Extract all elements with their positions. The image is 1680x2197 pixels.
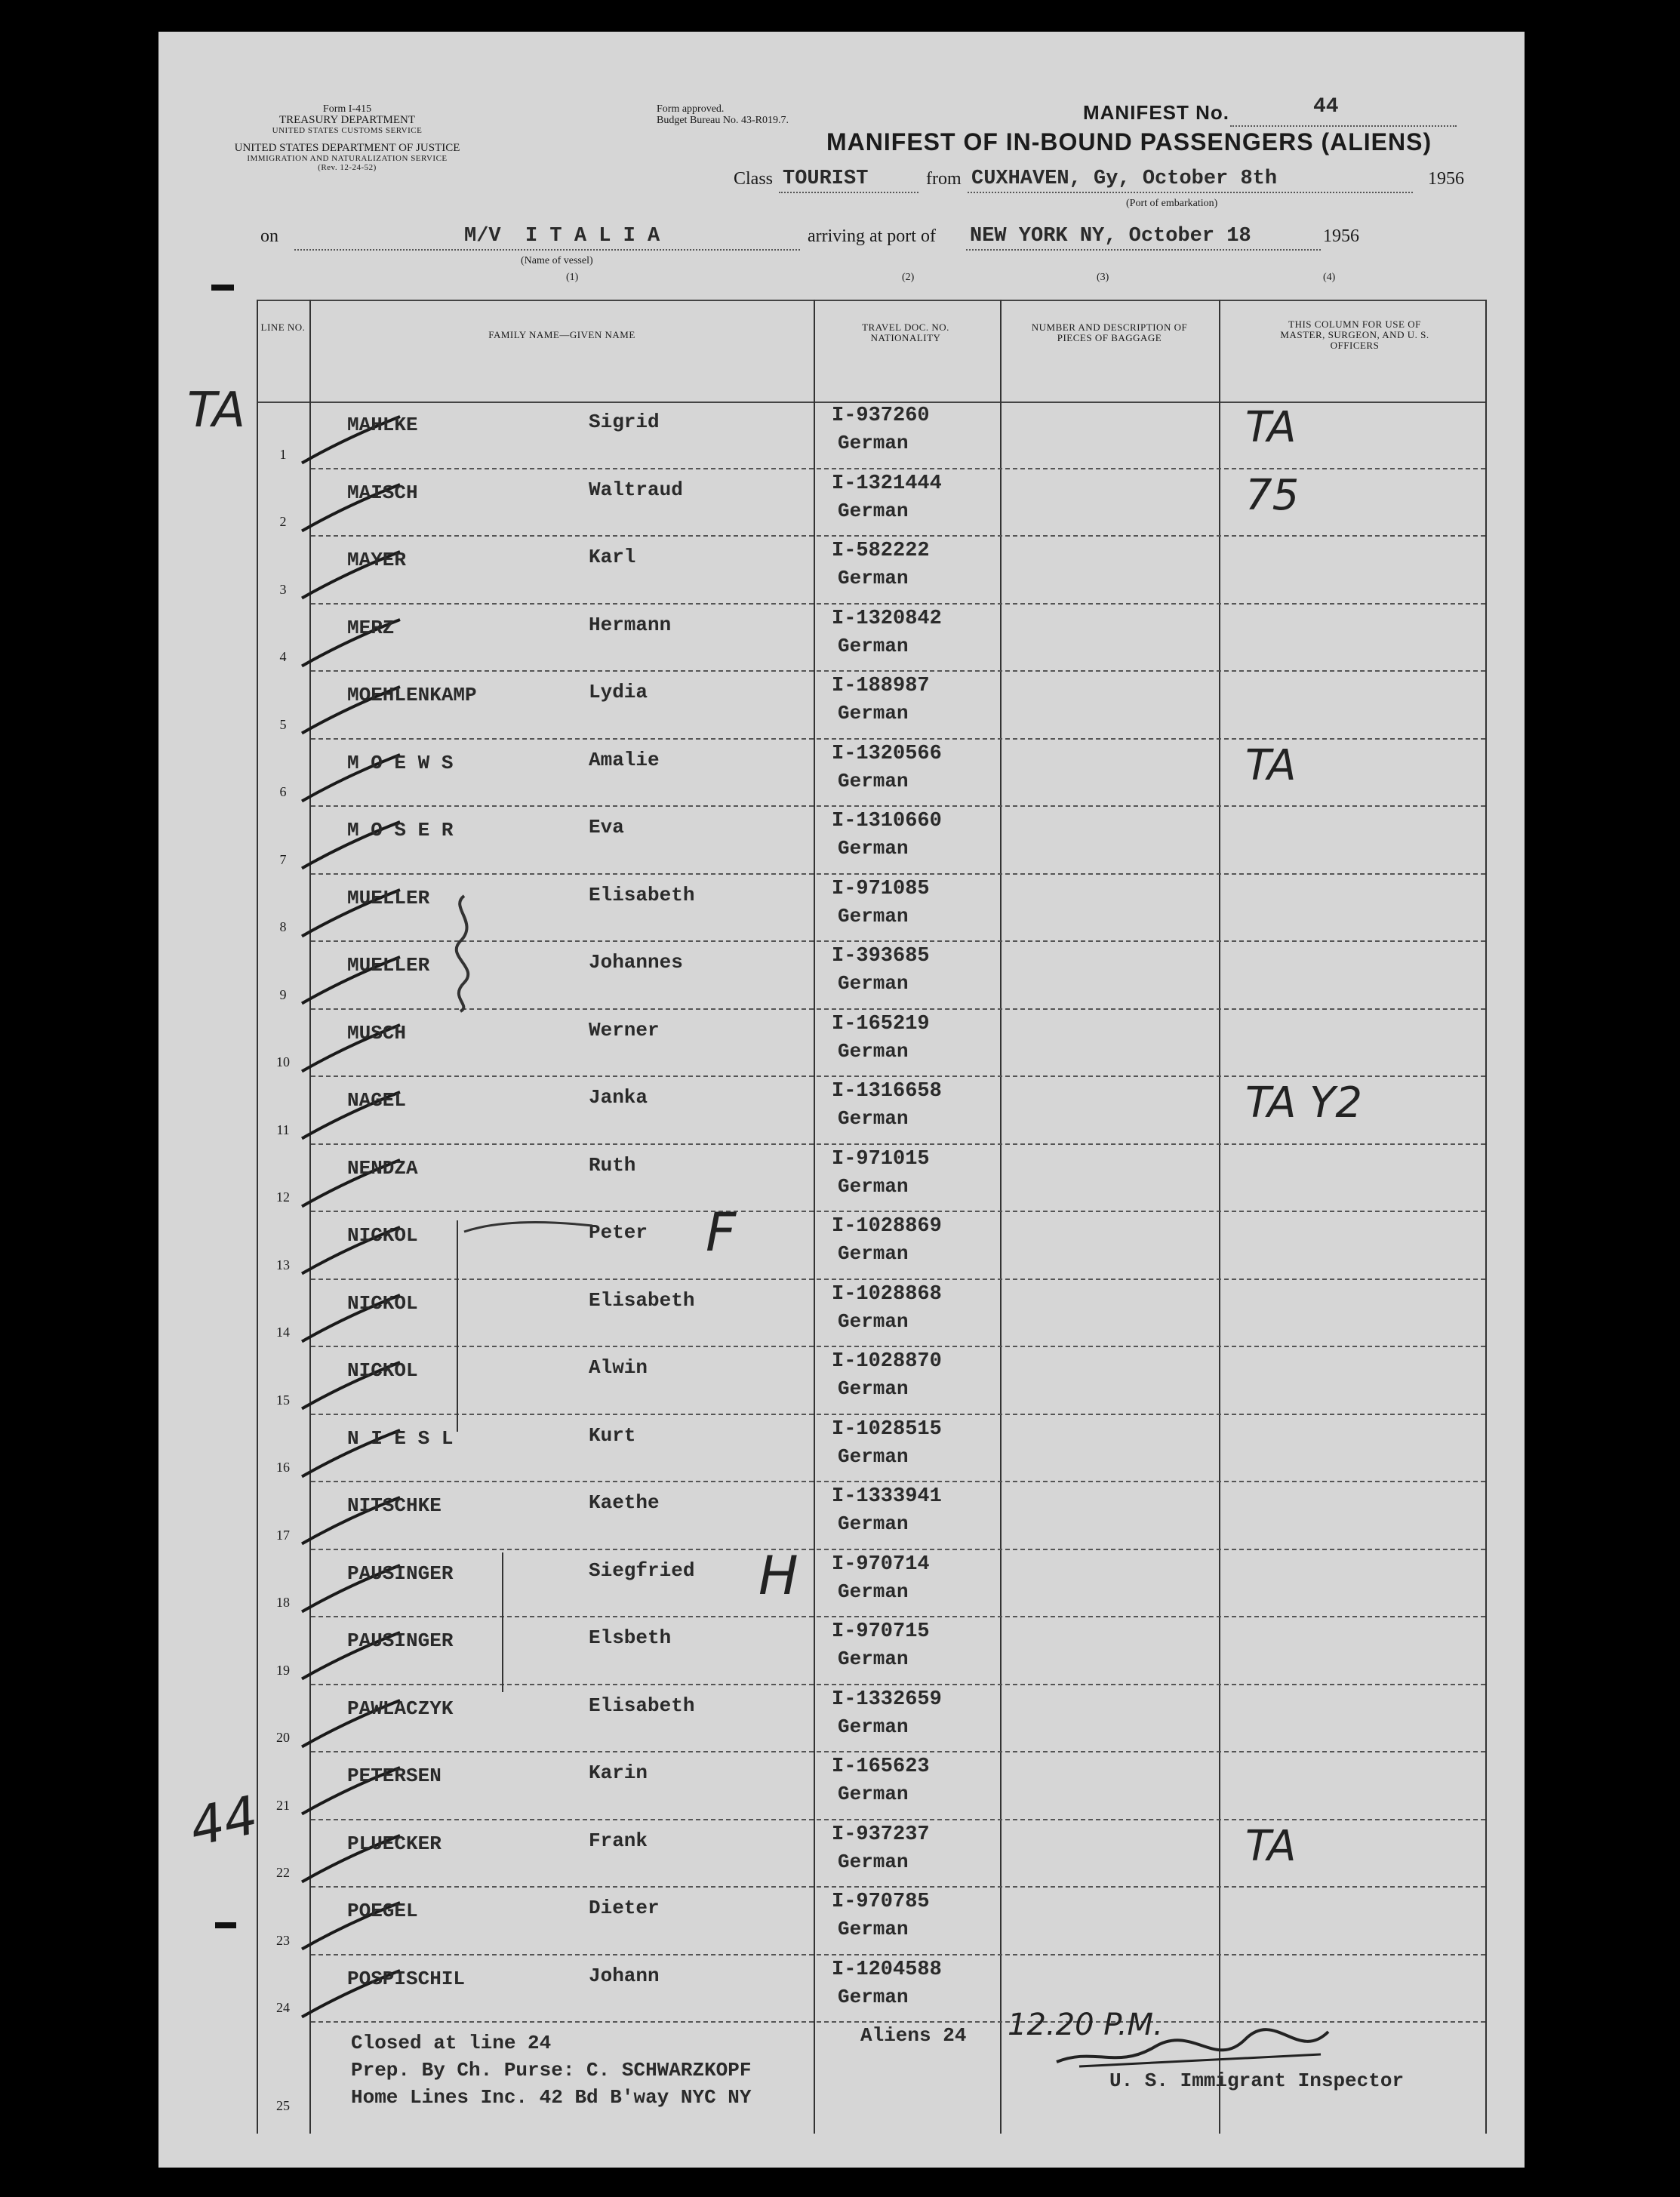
line-number: 23 bbox=[276, 1932, 290, 1948]
given-name: Janka bbox=[589, 1086, 648, 1109]
nationality: German bbox=[838, 904, 909, 928]
given-name: Alwin bbox=[589, 1356, 648, 1379]
table-row bbox=[257, 1347, 1487, 1415]
given-name: Johannes bbox=[589, 951, 683, 974]
prepared-by: Prep. By Ch. Purse: C. SCHWARZKOPF bbox=[351, 2059, 752, 2082]
class-value: TOURIST bbox=[783, 168, 869, 190]
travel-doc-number: I-971085 bbox=[832, 877, 930, 900]
manifest-number: 44 bbox=[1313, 95, 1339, 118]
line-number: 18 bbox=[276, 1595, 290, 1610]
table-row bbox=[257, 1482, 1487, 1550]
line-number: 12 bbox=[276, 1189, 290, 1205]
given-name: Karin bbox=[589, 1762, 648, 1784]
given-name: Kaethe bbox=[589, 1491, 660, 1514]
travel-doc-number: I-1028515 bbox=[832, 1417, 942, 1441]
table-row bbox=[257, 1077, 1487, 1145]
ins-service: IMMIGRATION AND NATURALIZATION SERVICE bbox=[247, 154, 448, 163]
table-row bbox=[257, 469, 1487, 537]
from-year: 1956 bbox=[1428, 169, 1464, 189]
nationality: German bbox=[838, 1107, 909, 1130]
arriving-label: arriving at port of bbox=[808, 226, 936, 246]
nationality: German bbox=[838, 702, 909, 725]
nationality: German bbox=[838, 1242, 909, 1265]
family-name: N I E S L bbox=[347, 1426, 454, 1450]
table-row bbox=[257, 1280, 1487, 1348]
on-label: on bbox=[260, 226, 278, 246]
line-number: 22 bbox=[276, 1865, 290, 1880]
travel-doc-number: I-1333941 bbox=[832, 1485, 942, 1508]
table-row bbox=[257, 672, 1487, 740]
nationality: German bbox=[838, 567, 909, 589]
line-number: 14 bbox=[276, 1325, 290, 1340]
closed-at-line: Closed at line 24 bbox=[351, 2032, 552, 2054]
officer-note: TA Y2 bbox=[1245, 1078, 1363, 1128]
given-name: Sigrid bbox=[589, 411, 660, 433]
table-row bbox=[257, 740, 1487, 808]
nationality: German bbox=[838, 972, 909, 995]
vessel-arrival-line bbox=[260, 225, 1506, 270]
family-name: MUELLER bbox=[347, 954, 430, 977]
nationality: German bbox=[838, 1512, 909, 1535]
family-name: POEGEL bbox=[347, 1900, 418, 1922]
col-header-travel-doc: TRAVEL DOC. NO. NATIONALITY bbox=[862, 322, 949, 343]
line-number: 3 bbox=[279, 581, 287, 597]
officer-note: TA bbox=[1245, 1821, 1297, 1871]
table-row bbox=[257, 1685, 1487, 1753]
travel-doc-number: I-971015 bbox=[832, 1147, 930, 1171]
family-name: NICKOL bbox=[347, 1291, 418, 1315]
nationality: German bbox=[838, 1174, 909, 1198]
travel-doc-number: I-970715 bbox=[832, 1620, 930, 1643]
travel-doc-number: I-970785 bbox=[832, 1891, 930, 1913]
nationality: German bbox=[838, 1918, 909, 1940]
line-number: 24 bbox=[276, 2000, 290, 2015]
line-number: 6 bbox=[279, 784, 287, 799]
nationality: German bbox=[838, 769, 909, 792]
given-name: Elsbeth bbox=[589, 1626, 672, 1649]
col-num-3: (3) bbox=[1097, 272, 1109, 283]
col-num-2: (2) bbox=[902, 272, 915, 283]
justice-dept: UNITED STATES DEPARTMENT OF JUSTICE bbox=[234, 142, 460, 154]
nationality: German bbox=[838, 634, 909, 657]
family-name: PLUECKER bbox=[347, 1832, 442, 1855]
travel-doc-number: I-1320842 bbox=[832, 607, 942, 630]
line-number: 10 bbox=[276, 1054, 290, 1069]
table-row bbox=[257, 605, 1487, 672]
margin-dash-bottom bbox=[215, 1922, 236, 1928]
family-name: PAUSINGER bbox=[347, 1629, 454, 1652]
nationality: German bbox=[838, 1445, 909, 1468]
given-name: Elisabeth bbox=[589, 883, 695, 906]
family-name: MUELLER bbox=[347, 886, 430, 909]
nationality: German bbox=[838, 1377, 909, 1400]
shipping-line: Home Lines Inc. 42 Bd B'way NYC NY bbox=[351, 2086, 752, 2109]
revision-date: (Rev. 12-24-52) bbox=[318, 163, 377, 172]
travel-doc-number: I-1028868 bbox=[832, 1282, 942, 1306]
line-number: 9 bbox=[279, 986, 287, 1002]
family-name: M O E W S bbox=[347, 751, 454, 774]
travel-doc-number: I-582222 bbox=[832, 540, 930, 562]
travel-doc-number: I-1310660 bbox=[832, 810, 942, 832]
given-name: Johann bbox=[589, 1964, 660, 1987]
given-name: Lydia bbox=[589, 681, 648, 703]
col-num-1: (1) bbox=[566, 272, 579, 283]
col-header-officers: THIS COLUMN FOR USE OF MASTER, SURGEON, AND U. S. OFFICERS bbox=[1280, 318, 1429, 351]
travel-doc-number: I-970714 bbox=[832, 1552, 930, 1576]
travel-doc-number: I-1321444 bbox=[832, 472, 942, 495]
nickol-connector-icon bbox=[460, 1217, 596, 1239]
manifest-page bbox=[158, 32, 1525, 2168]
table-row bbox=[257, 1550, 1487, 1618]
aliens-count: Aliens 24 bbox=[860, 2024, 967, 2047]
vessel-note: (Name of vessel) bbox=[521, 255, 593, 266]
officer-note: TA bbox=[1245, 740, 1297, 790]
officer-note: TA bbox=[1245, 403, 1297, 452]
pausinger-family-bracket bbox=[502, 1552, 503, 1692]
footer-row bbox=[257, 2008, 1487, 2130]
margin-dash-top bbox=[211, 285, 234, 291]
nationality: German bbox=[838, 1850, 909, 1873]
family-h-mark: H bbox=[758, 1545, 798, 1607]
margin-ta-mark: TA bbox=[187, 383, 245, 438]
line-number: 13 bbox=[276, 1257, 290, 1272]
given-name: Kurt bbox=[589, 1423, 636, 1447]
table-row bbox=[257, 1955, 1487, 2023]
family-name: NICKOL bbox=[347, 1359, 418, 1382]
travel-doc-number: I-393685 bbox=[832, 945, 930, 968]
class-from-line bbox=[734, 168, 1488, 213]
given-name: Waltraud bbox=[589, 478, 683, 501]
customs-service: UNITED STATES CUSTOMS SERVICE bbox=[272, 126, 423, 135]
table-row bbox=[257, 1415, 1487, 1483]
embarkation-port: CUXHAVEN, Gy, October 8th bbox=[971, 168, 1278, 190]
table-row bbox=[257, 1145, 1487, 1213]
line-number: 20 bbox=[276, 1730, 290, 1745]
table-row bbox=[257, 1888, 1487, 1955]
family-name: PAWLACZYK bbox=[347, 1697, 454, 1720]
travel-doc-number: I-1316658 bbox=[832, 1080, 942, 1103]
family-name: NITSCHKE bbox=[347, 1494, 442, 1517]
line-number: 16 bbox=[276, 1460, 290, 1475]
line-number: 15 bbox=[276, 1392, 290, 1408]
nationality: German bbox=[838, 1309, 909, 1333]
line-number: 21 bbox=[276, 1797, 290, 1813]
line-number: 4 bbox=[279, 649, 287, 664]
nationality: German bbox=[838, 499, 909, 522]
embarkation-note: (Port of embarkation) bbox=[1126, 198, 1218, 209]
line-number: 1 bbox=[279, 446, 287, 462]
given-name: Amalie bbox=[589, 748, 660, 771]
col-num-4: (4) bbox=[1323, 272, 1336, 283]
travel-doc-number: I-1332659 bbox=[832, 1688, 942, 1711]
table-row bbox=[257, 807, 1487, 875]
col-header-name: FAMILY NAME—GIVEN NAME bbox=[488, 329, 635, 340]
nationality: German bbox=[838, 1985, 909, 2008]
table-row bbox=[257, 1010, 1487, 1078]
family-name: POSPISCHIL bbox=[347, 1967, 466, 1990]
travel-doc-number: I-165623 bbox=[832, 1755, 930, 1778]
margin-44-mark: 44 bbox=[184, 1783, 263, 1859]
given-name: Elisabeth bbox=[589, 1288, 695, 1312]
given-name: Siegfried bbox=[589, 1559, 695, 1582]
manifest-number-label: MANIFEST No. bbox=[1083, 101, 1229, 124]
family-name: NICKOL bbox=[347, 1224, 418, 1247]
given-name: Hermann bbox=[589, 613, 672, 636]
arrival-port: NEW YORK NY, October 18 bbox=[970, 225, 1251, 248]
table-row bbox=[257, 1820, 1487, 1888]
form-number: Form I-415 bbox=[322, 103, 372, 115]
given-name: Elisabeth bbox=[589, 1694, 695, 1717]
family-name: NAGEL bbox=[347, 1089, 407, 1112]
form-approved: Form approved. bbox=[657, 103, 725, 115]
nationality: German bbox=[838, 1039, 909, 1063]
family-name: MAYER bbox=[347, 549, 407, 571]
nationality: German bbox=[838, 1715, 909, 1738]
inspector-label: U. S. Immigrant Inspector bbox=[1109, 2069, 1405, 2092]
line-number: 2 bbox=[279, 514, 287, 529]
family-name: PETERSEN bbox=[347, 1765, 442, 1787]
table-row bbox=[257, 1212, 1487, 1280]
given-name: Frank bbox=[589, 1829, 648, 1852]
nickol-family-bracket bbox=[457, 1220, 458, 1432]
travel-doc-number: I-188987 bbox=[832, 675, 930, 697]
given-name: Ruth bbox=[589, 1153, 636, 1177]
travel-doc-number: I-1028869 bbox=[832, 1215, 942, 1238]
family-name: M O S E R bbox=[347, 819, 454, 842]
passenger-table bbox=[257, 300, 1487, 2134]
budget-bureau: Budget Bureau No. 43-R019.7. bbox=[657, 115, 789, 126]
line-number: 19 bbox=[276, 1662, 290, 1678]
nationality: German bbox=[838, 837, 909, 860]
line-number: 17 bbox=[276, 1527, 290, 1543]
mueller-bracket-icon bbox=[442, 892, 487, 1013]
family-name: MUSCH bbox=[347, 1021, 407, 1045]
given-name: Karl bbox=[589, 546, 636, 568]
travel-doc-number: I-165219 bbox=[832, 1012, 930, 1035]
table-row bbox=[257, 1617, 1487, 1685]
travel-doc-number: I-1028870 bbox=[832, 1350, 942, 1373]
arrival-year: 1956 bbox=[1323, 226, 1359, 246]
line-number-25: 25 bbox=[276, 2098, 290, 2113]
family-name: PAUSINGER bbox=[347, 1562, 454, 1585]
form-header-left bbox=[211, 103, 483, 172]
travel-doc-number: I-1320566 bbox=[832, 742, 942, 765]
from-label: from bbox=[926, 169, 962, 189]
given-name: Eva bbox=[589, 816, 624, 838]
nationality: German bbox=[838, 1783, 909, 1805]
form-approval bbox=[657, 103, 789, 126]
table-row bbox=[257, 402, 1487, 469]
family-name: MAISCH bbox=[347, 481, 418, 504]
line-number: 5 bbox=[279, 716, 287, 732]
arrival-time: 12.20 P.M. bbox=[1008, 2008, 1163, 2042]
col-header-baggage: NUMBER AND DESCRIPTION OF PIECES OF BAGGAGE bbox=[1031, 322, 1188, 343]
class-label: Class bbox=[734, 169, 774, 189]
table-row bbox=[257, 537, 1487, 605]
page-title: MANIFEST OF IN-BOUND PASSENGERS (ALIENS) bbox=[826, 128, 1432, 155]
travel-doc-number: I-1204588 bbox=[832, 1958, 942, 1981]
line-number: 8 bbox=[279, 919, 287, 934]
travel-doc-number: I-937260 bbox=[832, 405, 930, 427]
nationality: German bbox=[838, 1580, 909, 1603]
line-number: 7 bbox=[279, 851, 287, 867]
treasury-dept: TREASURY DEPARTMENT bbox=[278, 114, 416, 126]
inspector-signature-icon bbox=[1049, 2024, 1336, 2077]
officer-note: 75 bbox=[1245, 470, 1300, 520]
given-name: Peter bbox=[589, 1221, 648, 1244]
family-name: NENDZA bbox=[347, 1156, 418, 1180]
family-f-mark: F bbox=[706, 1202, 737, 1263]
line-number: 11 bbox=[276, 1122, 290, 1137]
table-row bbox=[257, 1752, 1487, 1820]
family-name: MOEHLENKAMP bbox=[347, 684, 477, 706]
family-name: MAHLKE bbox=[347, 414, 418, 436]
nationality: German bbox=[838, 1648, 909, 1670]
nationality: German bbox=[838, 432, 909, 454]
travel-doc-number: I-937237 bbox=[832, 1823, 930, 1846]
vessel-name: M/V I T A L I A bbox=[464, 225, 660, 248]
given-name: Werner bbox=[589, 1018, 660, 1042]
given-name: Dieter bbox=[589, 1897, 660, 1919]
family-name: MERZ bbox=[347, 616, 395, 639]
col-header-line-no: LINE NO. bbox=[260, 322, 306, 333]
